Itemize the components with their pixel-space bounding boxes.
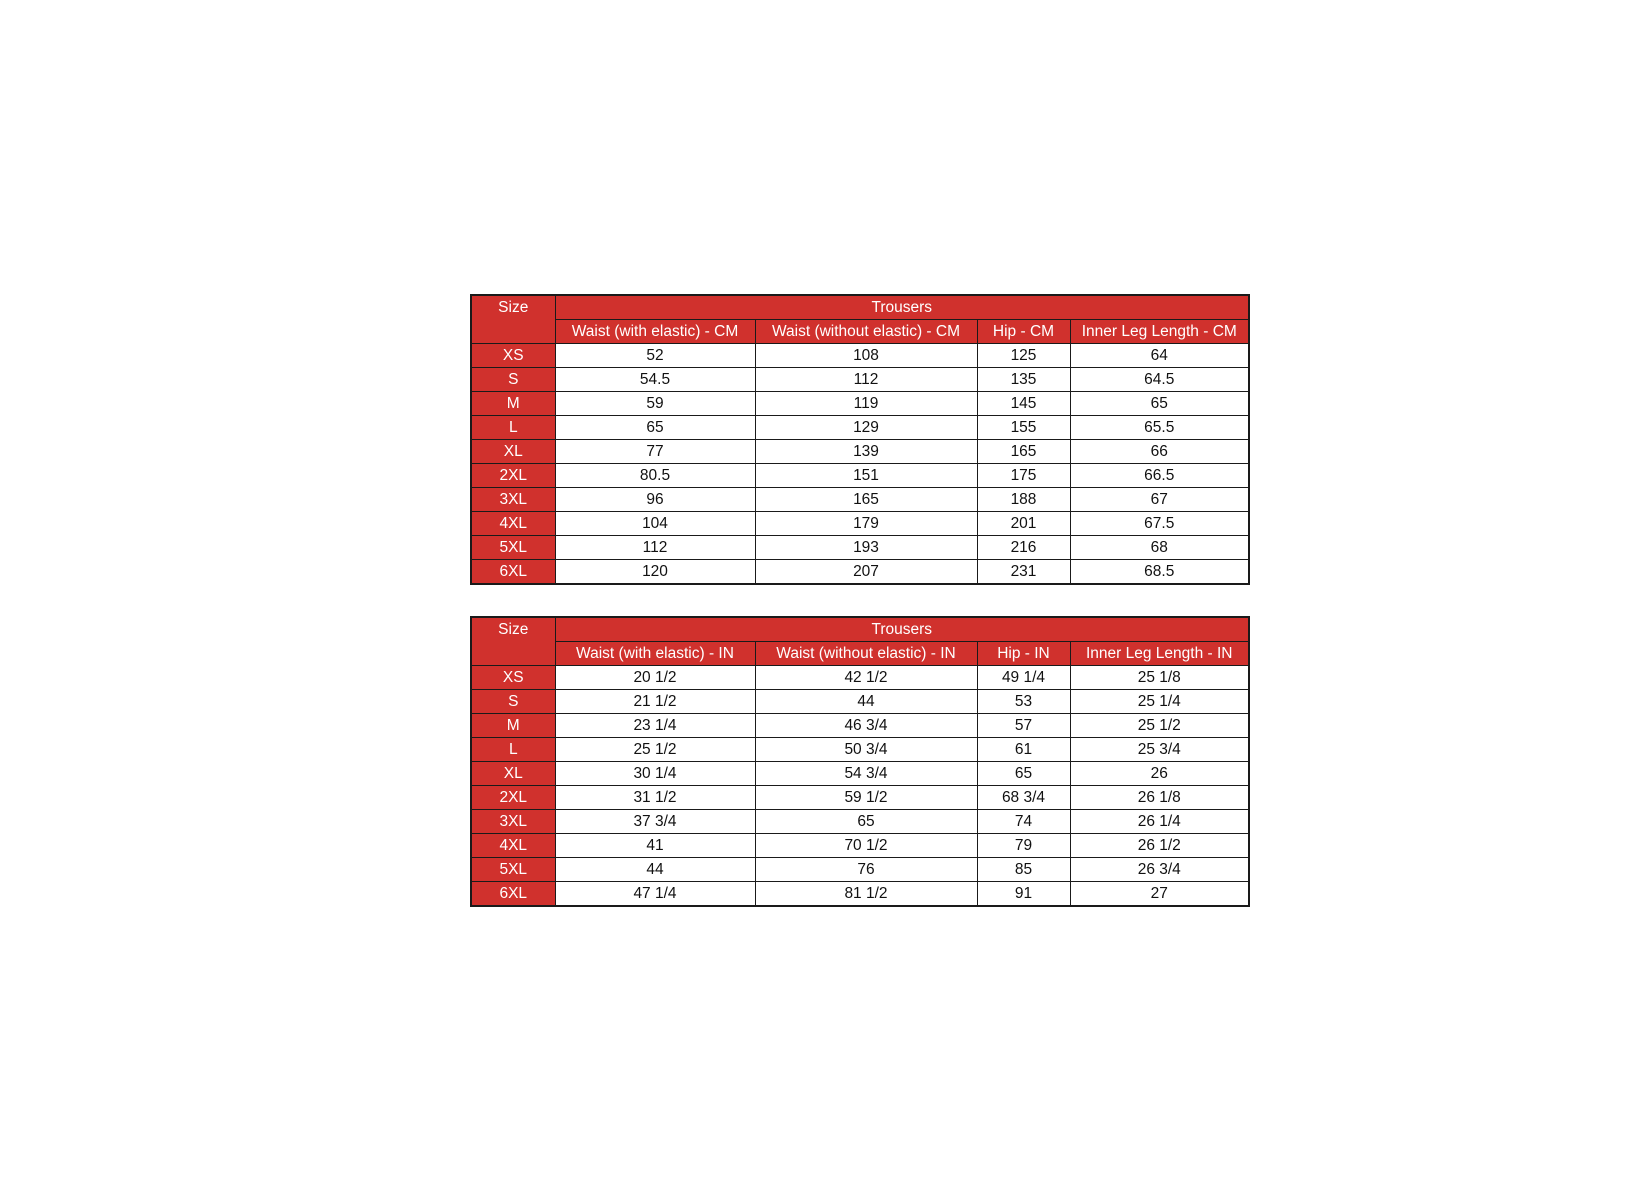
table-row bbox=[471, 714, 1249, 738]
cell-waist-with-elastic: 112 bbox=[555, 536, 755, 560]
cell-waist-without-elastic: 54 3/4 bbox=[755, 762, 977, 786]
cell-inner-leg-length: 26 3/4 bbox=[1070, 858, 1249, 882]
cell-waist-with-elastic: 54.5 bbox=[555, 368, 755, 392]
cell-hip: 91 bbox=[977, 882, 1070, 907]
cell-waist-without-elastic: 151 bbox=[755, 464, 977, 488]
size-label: S bbox=[471, 368, 555, 392]
cell-waist-without-elastic: 193 bbox=[755, 536, 977, 560]
table-row bbox=[471, 392, 1249, 416]
size-label: 6XL bbox=[471, 560, 555, 585]
size-chart-cm bbox=[470, 294, 1250, 585]
cell-hip: 57 bbox=[977, 714, 1070, 738]
size-label: 2XL bbox=[471, 786, 555, 810]
cell-hip: 65 bbox=[977, 762, 1070, 786]
header-row-columns bbox=[471, 642, 1249, 666]
cell-hip: 188 bbox=[977, 488, 1070, 512]
table-row bbox=[471, 344, 1249, 368]
cell-waist-with-elastic: 30 1/4 bbox=[555, 762, 755, 786]
table-row bbox=[471, 488, 1249, 512]
cell-waist-without-elastic: 165 bbox=[755, 488, 977, 512]
cell-waist-without-elastic: 46 3/4 bbox=[755, 714, 977, 738]
cell-waist-without-elastic: 70 1/2 bbox=[755, 834, 977, 858]
cell-inner-leg-length: 27 bbox=[1070, 882, 1249, 907]
cell-inner-leg-length: 68.5 bbox=[1070, 560, 1249, 585]
cell-inner-leg-length: 26 bbox=[1070, 762, 1249, 786]
cell-waist-without-elastic: 42 1/2 bbox=[755, 666, 977, 690]
cell-waist-without-elastic: 76 bbox=[755, 858, 977, 882]
column-header-hip: Hip - CM bbox=[977, 320, 1070, 344]
cell-inner-leg-length: 25 1/4 bbox=[1070, 690, 1249, 714]
column-header-inner-leg-length: Inner Leg Length - CM bbox=[1070, 320, 1249, 344]
size-label: 2XL bbox=[471, 464, 555, 488]
cell-waist-without-elastic: 50 3/4 bbox=[755, 738, 977, 762]
cell-inner-leg-length: 66 bbox=[1070, 440, 1249, 464]
table-row bbox=[471, 882, 1249, 907]
cell-hip: 85 bbox=[977, 858, 1070, 882]
cell-inner-leg-length: 67 bbox=[1070, 488, 1249, 512]
cell-waist-without-elastic: 119 bbox=[755, 392, 977, 416]
size-label: 3XL bbox=[471, 488, 555, 512]
table-row bbox=[471, 368, 1249, 392]
cell-waist-without-elastic: 81 1/2 bbox=[755, 882, 977, 907]
header-row-columns bbox=[471, 320, 1249, 344]
size-label: XL bbox=[471, 762, 555, 786]
size-label: 4XL bbox=[471, 512, 555, 536]
cell-hip: 145 bbox=[977, 392, 1070, 416]
size-label: XS bbox=[471, 666, 555, 690]
table-row bbox=[471, 416, 1249, 440]
cell-waist-with-elastic: 96 bbox=[555, 488, 755, 512]
cell-hip: 68 3/4 bbox=[977, 786, 1070, 810]
size-label: M bbox=[471, 714, 555, 738]
size-label: 5XL bbox=[471, 858, 555, 882]
table-row bbox=[471, 536, 1249, 560]
table-row bbox=[471, 464, 1249, 488]
cell-hip: 79 bbox=[977, 834, 1070, 858]
cell-waist-with-elastic: 20 1/2 bbox=[555, 666, 755, 690]
size-label: L bbox=[471, 416, 555, 440]
cell-waist-with-elastic: 77 bbox=[555, 440, 755, 464]
header-row-group bbox=[471, 295, 1249, 320]
cell-inner-leg-length: 25 3/4 bbox=[1070, 738, 1249, 762]
size-label: 6XL bbox=[471, 882, 555, 907]
size-label: L bbox=[471, 738, 555, 762]
cell-inner-leg-length: 65 bbox=[1070, 392, 1249, 416]
table-row bbox=[471, 834, 1249, 858]
cell-hip: 49 1/4 bbox=[977, 666, 1070, 690]
column-header-waist-without-elastic: Waist (without elastic) - CM bbox=[755, 320, 977, 344]
table-row bbox=[471, 512, 1249, 536]
cell-inner-leg-length: 26 1/8 bbox=[1070, 786, 1249, 810]
size-chart-in bbox=[470, 616, 1250, 907]
table-row bbox=[471, 810, 1249, 834]
cell-hip: 216 bbox=[977, 536, 1070, 560]
cell-waist-without-elastic: 59 1/2 bbox=[755, 786, 977, 810]
size-column-header: Size bbox=[471, 295, 555, 344]
cell-inner-leg-length: 26 1/4 bbox=[1070, 810, 1249, 834]
table-row bbox=[471, 690, 1249, 714]
cell-inner-leg-length: 64 bbox=[1070, 344, 1249, 368]
cell-inner-leg-length: 25 1/2 bbox=[1070, 714, 1249, 738]
cell-inner-leg-length: 65.5 bbox=[1070, 416, 1249, 440]
cell-hip: 231 bbox=[977, 560, 1070, 585]
size-label: M bbox=[471, 392, 555, 416]
cell-waist-with-elastic: 37 3/4 bbox=[555, 810, 755, 834]
cell-hip: 201 bbox=[977, 512, 1070, 536]
header-row-group bbox=[471, 617, 1249, 642]
cell-waist-without-elastic: 112 bbox=[755, 368, 977, 392]
column-header-waist-with-elastic: Waist (with elastic) - CM bbox=[555, 320, 755, 344]
cell-inner-leg-length: 25 1/8 bbox=[1070, 666, 1249, 690]
cell-waist-with-elastic: 120 bbox=[555, 560, 755, 585]
cell-waist-with-elastic: 31 1/2 bbox=[555, 786, 755, 810]
table-row bbox=[471, 560, 1249, 585]
column-header-hip: Hip - IN bbox=[977, 642, 1070, 666]
cell-waist-with-elastic: 41 bbox=[555, 834, 755, 858]
cell-waist-without-elastic: 65 bbox=[755, 810, 977, 834]
cell-hip: 125 bbox=[977, 344, 1070, 368]
size-label: S bbox=[471, 690, 555, 714]
cell-hip: 135 bbox=[977, 368, 1070, 392]
cell-waist-with-elastic: 65 bbox=[555, 416, 755, 440]
cell-inner-leg-length: 66.5 bbox=[1070, 464, 1249, 488]
size-column-header: Size bbox=[471, 617, 555, 666]
table-row bbox=[471, 440, 1249, 464]
column-header-waist-with-elastic: Waist (with elastic) - IN bbox=[555, 642, 755, 666]
cell-hip: 175 bbox=[977, 464, 1070, 488]
cell-waist-with-elastic: 25 1/2 bbox=[555, 738, 755, 762]
size-label: XL bbox=[471, 440, 555, 464]
cell-hip: 74 bbox=[977, 810, 1070, 834]
cell-inner-leg-length: 67.5 bbox=[1070, 512, 1249, 536]
cell-waist-with-elastic: 23 1/4 bbox=[555, 714, 755, 738]
cell-inner-leg-length: 68 bbox=[1070, 536, 1249, 560]
cell-waist-with-elastic: 47 1/4 bbox=[555, 882, 755, 907]
table-row bbox=[471, 858, 1249, 882]
size-label: XS bbox=[471, 344, 555, 368]
cell-hip: 61 bbox=[977, 738, 1070, 762]
size-label: 5XL bbox=[471, 536, 555, 560]
size-label: 4XL bbox=[471, 834, 555, 858]
cell-waist-with-elastic: 80.5 bbox=[555, 464, 755, 488]
cell-waist-without-elastic: 179 bbox=[755, 512, 977, 536]
cell-waist-without-elastic: 44 bbox=[755, 690, 977, 714]
cell-hip: 165 bbox=[977, 440, 1070, 464]
table-row bbox=[471, 762, 1249, 786]
column-header-waist-without-elastic: Waist (without elastic) - IN bbox=[755, 642, 977, 666]
table-row bbox=[471, 738, 1249, 762]
cell-waist-without-elastic: 108 bbox=[755, 344, 977, 368]
cell-waist-with-elastic: 44 bbox=[555, 858, 755, 882]
cell-waist-with-elastic: 104 bbox=[555, 512, 755, 536]
cell-inner-leg-length: 26 1/2 bbox=[1070, 834, 1249, 858]
cell-hip: 53 bbox=[977, 690, 1070, 714]
trousers-group-header: Trousers bbox=[555, 295, 1249, 320]
size-label: 3XL bbox=[471, 810, 555, 834]
table-row bbox=[471, 666, 1249, 690]
column-header-inner-leg-length: Inner Leg Length - IN bbox=[1070, 642, 1249, 666]
cell-waist-with-elastic: 21 1/2 bbox=[555, 690, 755, 714]
cell-waist-without-elastic: 139 bbox=[755, 440, 977, 464]
cell-waist-without-elastic: 207 bbox=[755, 560, 977, 585]
cell-waist-without-elastic: 129 bbox=[755, 416, 977, 440]
cell-waist-with-elastic: 52 bbox=[555, 344, 755, 368]
cell-waist-with-elastic: 59 bbox=[555, 392, 755, 416]
cell-hip: 155 bbox=[977, 416, 1070, 440]
trousers-group-header: Trousers bbox=[555, 617, 1249, 642]
cell-inner-leg-length: 64.5 bbox=[1070, 368, 1249, 392]
table-row bbox=[471, 786, 1249, 810]
